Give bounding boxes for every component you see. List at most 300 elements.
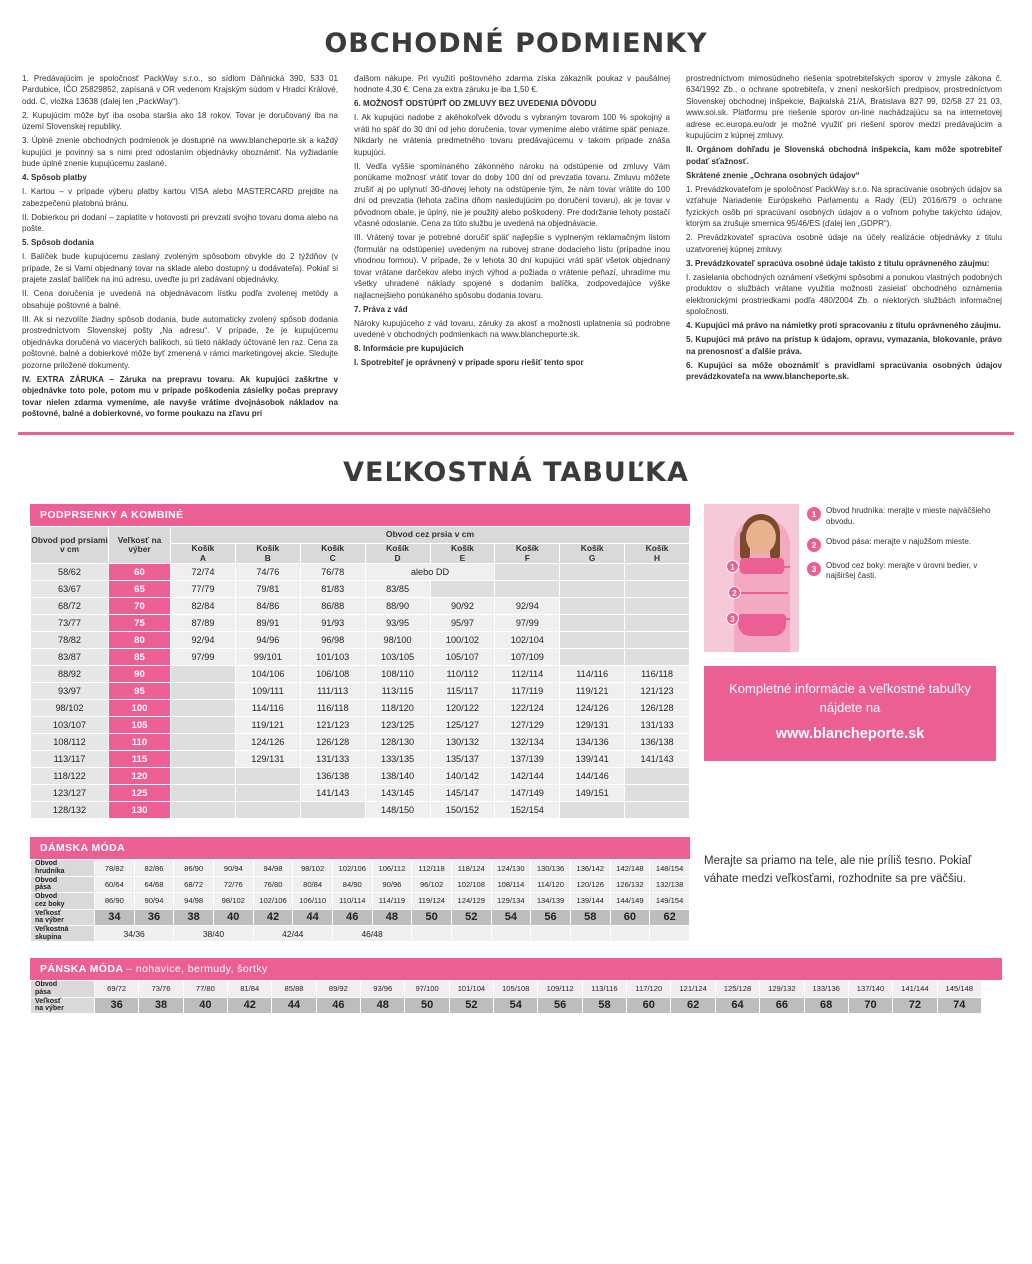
bra-cup-value: 84/86 bbox=[235, 598, 300, 615]
bra-cup-value: 97/99 bbox=[171, 649, 236, 666]
mens-cell: 81/84 bbox=[228, 981, 272, 997]
bra-cup-value: 99/101 bbox=[235, 649, 300, 666]
terms-paragraph: IV. EXTRA ZÁRUKA – Záruka na prepravu tovaru. Ak kupujúci zaškrtne v objednávke toto pole, potom mu v prípade poškodenia zásielky počas prepravy tovar nielen zdarma vymeníme, ale navyše vrátime dvojnásobok nákladov na poštovné, balné a dobierkovné, vo forme poukazu na zľavu pri bbox=[22, 374, 338, 419]
ladies-cell: 129/134 bbox=[491, 893, 531, 909]
ladies-cell: 112/118 bbox=[412, 860, 452, 876]
bra-under-bust: 128/132 bbox=[31, 802, 109, 819]
bra-cup-value bbox=[560, 564, 625, 581]
bra-cup-value: 81/83 bbox=[300, 581, 365, 598]
terms-column-2 bbox=[354, 73, 670, 422]
ladies-cell: 134/139 bbox=[531, 893, 571, 909]
bra-cup-value: 83/85 bbox=[365, 581, 430, 598]
bra-cup-header: Košík C bbox=[300, 544, 365, 564]
ladies-cell: 52 bbox=[451, 909, 491, 925]
ladies-group-cell-empty bbox=[412, 925, 452, 941]
ladies-group-cell-empty bbox=[491, 925, 531, 941]
table-row bbox=[31, 615, 690, 632]
bra-band-size: 85 bbox=[109, 649, 171, 666]
table-row bbox=[31, 666, 690, 683]
ladies-cell: 114/120 bbox=[531, 876, 571, 892]
bra-cup-value: 82/84 bbox=[171, 598, 236, 615]
bra-under-bust: 68/72 bbox=[31, 598, 109, 615]
bra-cup-value: 130/132 bbox=[430, 734, 495, 751]
bra-cup-value: 124/126 bbox=[560, 700, 625, 717]
ladies-cell: 82/86 bbox=[134, 860, 174, 876]
bra-under-bust: 78/82 bbox=[31, 632, 109, 649]
ladies-cell: 44 bbox=[293, 909, 333, 925]
sizes-content bbox=[0, 504, 1032, 1014]
bra-cup-value: 109/111 bbox=[235, 683, 300, 700]
bra-band-size: 125 bbox=[109, 785, 171, 802]
bra-cup-value bbox=[171, 717, 236, 734]
ladies-cell: 72/76 bbox=[213, 876, 253, 892]
bra-cup-value: 114/116 bbox=[560, 666, 625, 683]
legend-text: Obvod cez boky: merajte v úrovni bedier, v najširšej časti. bbox=[826, 560, 978, 581]
bra-cup-value: 117/119 bbox=[495, 683, 560, 700]
ladies-group-cell-empty bbox=[610, 925, 650, 941]
terms-paragraph: I. Ak kupujúci nadobe z akéhokoľvek dôvodu s vybraným tovarom 100 % spokojný a vráti ho späť do 30 dní od jeho doručenia, tovar vymeníme alebo vrátime späť peniaze. Nikdarly ne vrátenia predmetného tovaru predávajúcemu v takom prípade znáša kupujúci. bbox=[354, 113, 670, 157]
bra-cup-header: Košík A bbox=[171, 544, 236, 564]
bra-cup-value: 116/118 bbox=[300, 700, 365, 717]
bra-cup-value: 144/146 bbox=[560, 768, 625, 785]
bra-band-size: 90 bbox=[109, 666, 171, 683]
bra-cup-header: Košík G bbox=[560, 544, 625, 564]
ladies-group-label: Veľkostná skupina bbox=[31, 925, 95, 941]
bra-cup-value: 129/131 bbox=[560, 717, 625, 734]
bra-cup-value bbox=[560, 615, 625, 632]
bra-cup-value bbox=[171, 683, 236, 700]
ladies-cell: 98/102 bbox=[213, 893, 253, 909]
mens-cell: 56 bbox=[538, 997, 582, 1013]
bra-cup-value bbox=[235, 802, 300, 819]
bra-band-size: 120 bbox=[109, 768, 171, 785]
ladies-cell: 50 bbox=[412, 909, 452, 925]
mens-cell: 52 bbox=[449, 997, 493, 1013]
figure-marker-1: 1 bbox=[726, 560, 739, 573]
table-row bbox=[31, 700, 690, 717]
mens-cell: 36 bbox=[95, 997, 139, 1013]
bra-under-bust: 108/112 bbox=[31, 734, 109, 751]
table-row bbox=[31, 649, 690, 666]
bra-cup-value: 126/128 bbox=[300, 734, 365, 751]
mens-cell: 40 bbox=[183, 997, 227, 1013]
terms-paragraph: 5. Spôsob dodania bbox=[22, 238, 94, 248]
bra-band-size: 60 bbox=[109, 564, 171, 581]
terms-paragraph: 1. Predávajúcim je spoločnosť PackWay s.r.o., so sídlom Dáňnická 390, 533 01 Pardubice, IČO 25829852, zapísaná v OR vedenom Krajským súdom v Hradci Králové, odd. C, vložka 13638 (ďalej len „PackWay“). bbox=[22, 74, 338, 106]
bra-cup-value: 140/142 bbox=[430, 768, 495, 785]
bra-cup-value: 107/109 bbox=[495, 649, 560, 666]
ladies-cell: 94/98 bbox=[253, 860, 293, 876]
bra-cup-value: 102/104 bbox=[495, 632, 560, 649]
ladies-cell: 142/148 bbox=[610, 860, 650, 876]
promo-url[interactable]: www.blancheporte.sk bbox=[775, 725, 925, 742]
bra-under-bust: 83/87 bbox=[31, 649, 109, 666]
terms-paragraph: 2. Prevádzkovateľ spracúva osobné údaje na účely realizácie objednávky z titulu uzatvorenej kúpnej zmluvy. bbox=[686, 233, 1002, 254]
ladies-cell: 139/144 bbox=[570, 893, 610, 909]
mens-cell: 48 bbox=[361, 997, 405, 1013]
bra-cup-value: 97/99 bbox=[495, 615, 560, 632]
table-row bbox=[31, 717, 690, 734]
legend-text: Obvod hrudníka: merajte v mieste najväčšieho obvodu. bbox=[826, 506, 991, 526]
mens-cell: 42 bbox=[228, 997, 272, 1013]
mens-cell: 66 bbox=[760, 997, 804, 1013]
ladies-cell: 90/94 bbox=[134, 893, 174, 909]
terms-paragraph: prostredníctvom mimosúdneho riešenia spotrebiteľských sporov v zmysle zákona č. 634/1992 Zb., o ochrane spotrebiteľa, v znení neskorších predpisov, prostredníctvom Slovenskej obchodnej inšpekcie, Bajkalská 21/A, Bratislava 827 99, 02/58 27 21 03, www.soi.sk. Platformu pre riešenie sporov on-line nachádzajúcu sa na internetovej adrese ec.europa.eu/odr je možné využiť pri riešení sporov medzi predávajúcim a kupujúcim z kúpnej zmluvy. bbox=[686, 74, 1002, 141]
mens-cell: 58 bbox=[582, 997, 626, 1013]
ladies-group-cell: 34/36 bbox=[95, 925, 174, 941]
ladies-cell: 114/119 bbox=[372, 893, 412, 909]
ladies-group-cell: 38/40 bbox=[174, 925, 253, 941]
bra-cup-value: 141/143 bbox=[300, 785, 365, 802]
figure-marker-3: 3 bbox=[726, 612, 739, 625]
bra-cup-value bbox=[171, 700, 236, 717]
bra-under-bust: 113/117 bbox=[31, 751, 109, 768]
measure-note: Merajte sa priamo na tele, ale nie príliš tesno. Pokiaľ váhate medzi veľkosťami, rozhodnite sa pre väčšiu. bbox=[704, 855, 972, 885]
bra-cup-value bbox=[171, 785, 236, 802]
figure-head bbox=[746, 520, 776, 554]
ladies-group-cell-empty bbox=[531, 925, 571, 941]
ladies-row-label: Obvod pása bbox=[31, 876, 95, 892]
ladies-cell: 60/64 bbox=[95, 876, 135, 892]
ladies-cell: 58 bbox=[570, 909, 610, 925]
ladies-group-cell-empty bbox=[650, 925, 690, 941]
bra-cup-value: 98/100 bbox=[365, 632, 430, 649]
terms-column-3 bbox=[686, 73, 1002, 422]
legend-number: 1 bbox=[807, 507, 821, 521]
ladies-cell: 34 bbox=[95, 909, 135, 925]
bra-under-bust: 73/77 bbox=[31, 615, 109, 632]
bra-cup-value bbox=[495, 581, 560, 598]
bra-under-bust: 103/107 bbox=[31, 717, 109, 734]
mens-cell: 44 bbox=[272, 997, 316, 1013]
mens-cell: 70 bbox=[848, 997, 892, 1013]
ladies-cell: 106/110 bbox=[293, 893, 333, 909]
terms-paragraph: 4. Kupujúci má právo na námietky proti spracovaniu z titulu oprávneného záujmu. bbox=[686, 321, 1001, 331]
bra-head-row-1 bbox=[31, 527, 690, 544]
ladies-table-body bbox=[31, 860, 690, 942]
promo-box[interactable] bbox=[704, 666, 996, 761]
bra-cup-value: 129/131 bbox=[235, 751, 300, 768]
ladies-row-label: Veľkosť na výber bbox=[31, 909, 95, 925]
bra-cup-value bbox=[625, 802, 690, 819]
table-row bbox=[31, 876, 690, 892]
bra-cup-value: 87/89 bbox=[171, 615, 236, 632]
terms-column-1 bbox=[22, 73, 338, 422]
bra-under-bust: 98/102 bbox=[31, 700, 109, 717]
terms-paragraph: Skrátené znenie „Ochrana osobných údajov“ bbox=[686, 170, 860, 180]
bra-cup-value: 126/128 bbox=[625, 700, 690, 717]
bra-cup-value: 118/120 bbox=[365, 700, 430, 717]
ladies-cell: 94/98 bbox=[174, 893, 214, 909]
bra-cup-value: 127/129 bbox=[495, 717, 560, 734]
ladies-cell: 46 bbox=[332, 909, 372, 925]
bra-cup-value bbox=[235, 768, 300, 785]
sizes-title: VEĽKOSTNÁ TABUĽKA bbox=[343, 457, 689, 489]
bra-cup-value: 131/133 bbox=[625, 717, 690, 734]
terms-paragraph: 7. Práva z vád bbox=[354, 304, 408, 314]
bra-cup-value: 141/143 bbox=[625, 751, 690, 768]
bra-cup-value: 123/125 bbox=[365, 717, 430, 734]
table-row bbox=[31, 785, 690, 802]
mens-cell: 97/100 bbox=[405, 981, 449, 997]
bra-cup-value bbox=[495, 564, 560, 581]
bra-cup-value: 145/147 bbox=[430, 785, 495, 802]
bra-cup-header: Košík F bbox=[495, 544, 560, 564]
bra-cup-value bbox=[560, 598, 625, 615]
bra-cup-value bbox=[300, 802, 365, 819]
mens-cell: 69/72 bbox=[95, 981, 139, 997]
bra-cup-value bbox=[625, 632, 690, 649]
bra-cup-value: 152/154 bbox=[495, 802, 560, 819]
mens-cell: 137/140 bbox=[848, 981, 892, 997]
terms-paragraph: II. Cena doručenia je uvedená na objednávacom lístku podľa zvolenej metódy a obsahuje poštovné a balné. bbox=[22, 289, 338, 310]
bra-cup-header: Košík E bbox=[430, 544, 495, 564]
bra-band-size: 75 bbox=[109, 615, 171, 632]
bra-cup-value: 95/97 bbox=[430, 615, 495, 632]
bra-col2-header: Veľkosť na výber bbox=[109, 527, 171, 564]
bra-under-bust: 88/92 bbox=[31, 666, 109, 683]
bra-band-size: 100 bbox=[109, 700, 171, 717]
bra-cup-value: 77/79 bbox=[171, 581, 236, 598]
ladies-cell: 124/130 bbox=[491, 860, 531, 876]
ladies-cell: 80/84 bbox=[293, 876, 333, 892]
ladies-section bbox=[30, 837, 1002, 942]
ladies-cell: 78/82 bbox=[95, 860, 135, 876]
terms-paragraph: 2. Kupujúcim môže byť iba osoba staršia ako 18 rokov. Tovar je doručovaný iba na území Slovenskej republiky. bbox=[22, 110, 338, 132]
measure-figure-legend bbox=[704, 504, 996, 652]
mens-cell: 72 bbox=[893, 997, 937, 1013]
mens-cell: 109/112 bbox=[538, 981, 582, 997]
bra-cup-value: 148/150 bbox=[365, 802, 430, 819]
bra-col1-header: Obvod pod prsiami v cm bbox=[31, 527, 109, 564]
mens-cell: 38 bbox=[139, 997, 183, 1013]
mens-row-label: Obvod pása bbox=[31, 981, 95, 997]
ladies-cell: 48 bbox=[372, 909, 412, 925]
bra-cup-value bbox=[625, 768, 690, 785]
mens-cell: 117/120 bbox=[627, 981, 671, 997]
promo-text: Kompletné informácie a veľkostné tabuľky nájdete na bbox=[729, 681, 971, 715]
table-row bbox=[31, 598, 690, 615]
mens-header-bold: PÁNSKA MÓDA bbox=[40, 963, 123, 976]
bra-cup-value: 125/127 bbox=[430, 717, 495, 734]
bra-group-header: Obvod cez prsia v cm bbox=[171, 527, 690, 544]
bra-band-size: 70 bbox=[109, 598, 171, 615]
bra-cup-value: 86/88 bbox=[300, 598, 365, 615]
terms-paragraph: III. Ak si nezvolíte žiadny spôsob dodania, bude automaticky zvolený spôsob dodania prostredníctvom Slovenskej pošty „Na adresu“. V prípade, že je kupujúcemu objednávka doručená vo viacerých balíkoch, sú tieto náklady účtované len raz. Cena za poštovné, balné a dobierkové môže byť zmenená v rámci marketingovej akcie. Sledujte pozorne priložené dokumenty. bbox=[22, 314, 338, 370]
bra-cup-value: 143/145 bbox=[365, 785, 430, 802]
bra-size-table bbox=[30, 526, 690, 819]
ladies-cell: 62 bbox=[650, 909, 690, 925]
ladies-cell: 132/138 bbox=[650, 876, 690, 892]
bra-cup-header: Košík H bbox=[625, 544, 690, 564]
table-row bbox=[31, 860, 690, 876]
bra-band-size: 130 bbox=[109, 802, 171, 819]
bra-cup-value bbox=[560, 649, 625, 666]
terms-paragraph: I. Balíček bude kupujúcemu zaslaný zvoleným spôsobom obvykle do 2 týždňov (v prípade, že si Vami objednaný tovar na sklade alebo dostupný u dodávateľa). Pokiaľ si prajete zaslať balíček na inú adresu, uveďte ju pri zadávaní objednávky. bbox=[22, 252, 338, 285]
ladies-cell: 84/90 bbox=[332, 876, 372, 892]
ladies-cell: 96/102 bbox=[412, 876, 452, 892]
mens-cell: 93/96 bbox=[361, 981, 405, 997]
mens-cell: 105/108 bbox=[494, 981, 538, 997]
ladies-cell: 102/106 bbox=[332, 860, 372, 876]
mens-size-table bbox=[30, 980, 982, 1014]
figure-marker-2: 2 bbox=[728, 586, 741, 599]
ladies-cell: 64/68 bbox=[134, 876, 174, 892]
terms-paragraph: Nároky kupujúceho z vád tovaru, záruky za akosť a možnosti uplatnenia sú podrobne uvedené v obchodných podmienkach na www.blancheporte.sk. bbox=[354, 318, 670, 340]
table-row bbox=[31, 632, 690, 649]
ladies-cell: 98/102 bbox=[293, 860, 333, 876]
bra-cup-value: 150/152 bbox=[430, 802, 495, 819]
ladies-cell: 124/129 bbox=[451, 893, 491, 909]
bra-cup-value: 147/149 bbox=[495, 785, 560, 802]
bra-cup-value: alebo DD bbox=[365, 564, 495, 581]
bra-cup-value bbox=[625, 649, 690, 666]
ladies-cell: 136/142 bbox=[570, 860, 610, 876]
bra-cup-value: 104/106 bbox=[235, 666, 300, 683]
ladies-cell: 86/90 bbox=[174, 860, 214, 876]
ladies-cell: 90/94 bbox=[213, 860, 253, 876]
table-row bbox=[31, 981, 982, 997]
terms-paragraph: 6. Kupujúci sa môže oboznámiť s pravidlami spracúvania osobných údajov prevádzkovateľa na www.blancheporte.sk. bbox=[686, 360, 1002, 382]
ladies-cell: 149/154 bbox=[650, 893, 690, 909]
ladies-group-cell-empty bbox=[451, 925, 491, 941]
bra-under-bust: 63/67 bbox=[31, 581, 109, 598]
mens-cell: 68 bbox=[804, 997, 848, 1013]
legend-text: Obvod pása: merajte v najužšom mieste. bbox=[826, 536, 971, 546]
ladies-group-cell-empty bbox=[570, 925, 610, 941]
ladies-cell: 120/126 bbox=[570, 876, 610, 892]
table-row bbox=[31, 564, 690, 581]
bra-cup-value bbox=[171, 802, 236, 819]
terms-paragraph: I. Spotrebiteľ je oprávnený v prípade sporu riešiť tento spor bbox=[354, 358, 584, 368]
bra-under-bust: 93/97 bbox=[31, 683, 109, 700]
bra-cup-value bbox=[171, 751, 236, 768]
legend-item bbox=[807, 561, 996, 583]
bra-under-bust: 118/122 bbox=[31, 768, 109, 785]
terms-paragraph: II. Orgánom dohľadu je Slovenská obchodná inšpekcia, kam môže spotrebiteľ podať sťažnosť. bbox=[686, 145, 1002, 166]
table-row bbox=[31, 925, 690, 941]
ladies-group-cell: 42/44 bbox=[253, 925, 332, 941]
bra-cup-value: 138/140 bbox=[365, 768, 430, 785]
bra-cup-value: 112/114 bbox=[495, 666, 560, 683]
mens-cell: 121/124 bbox=[671, 981, 715, 997]
bra-under-bust: 123/127 bbox=[31, 785, 109, 802]
table-row bbox=[31, 683, 690, 700]
mens-cell: 125/128 bbox=[715, 981, 759, 997]
ladies-cell: 110/114 bbox=[332, 893, 372, 909]
terms-paragraph: III. Vrátený tovar je potrebné doručiť späť najlepšie s vyplneným reklamačným listom (formulár na odstúpenie) uvedeným na rubovej strane dodacieho listu (prípadne inou vhodnou formou). V prípade, že v lehota 30 dní kupujúci vráti späť všetok objednaný tovar vrátane darčekov alebo iných výhod a požiada o vrátenie peňazí, uhradíme mu všetky uhradené náklady spojené s dodaním balíčka, zodpovedajúce výške najlacnejšieho ponúkaného spôsobu dodania tovaru. bbox=[354, 233, 670, 300]
bra-section bbox=[30, 504, 1002, 819]
bra-cup-value: 92/94 bbox=[495, 598, 560, 615]
bra-band-size: 65 bbox=[109, 581, 171, 598]
legend-number: 3 bbox=[807, 562, 821, 576]
bra-cup-value bbox=[560, 802, 625, 819]
mens-cell: 85/88 bbox=[272, 981, 316, 997]
bra-cup-value: 134/136 bbox=[560, 734, 625, 751]
bra-cup-value: 116/118 bbox=[625, 666, 690, 683]
mens-cell: 145/148 bbox=[937, 981, 981, 997]
waist-measure-line bbox=[734, 592, 788, 594]
table-row bbox=[31, 997, 982, 1013]
mens-cell: 50 bbox=[405, 997, 449, 1013]
bra-cup-value bbox=[560, 581, 625, 598]
mens-header-sub: – nohavice, bermudy, šortky bbox=[126, 963, 268, 976]
bra-side-panel bbox=[704, 504, 996, 819]
ladies-cell: 68/72 bbox=[174, 876, 214, 892]
bra-cup-value: 137/139 bbox=[495, 751, 560, 768]
terms-paragraph: II. Vedľa vyššie spomínaného zákonného nároku na odstúpenie od zmluvy Vám ponúkame možnosť vrátiť tovar do doby 100 dní od prevzatia tovaru. Zmluvu môžete zrušiť aj po uplynutí 30-dňovej lehoty na odstúpenie tým, že nám tovar vrátite do 100 dní od prevzatia (lehota začína dňom nasledujúcim po doručení tovaru), ak je tovar v pôvodnom obale, je úplný, nie je použitý alebo poškodený. Pre dodržanie lehoty postačí včasné odoslanie. Cena za túto službu je uvedená na objednávacie. bbox=[354, 161, 670, 229]
bra-cup-value: 92/94 bbox=[171, 632, 236, 649]
terms-paragraph: ďalšom nákupe. Pri využití poštovného zdarma získa zákazník poukaz v paušálnej hodnote 4,30 €. Cena za extra záruku je iba 1,50 €. bbox=[354, 74, 670, 95]
ladies-cell: 90/96 bbox=[372, 876, 412, 892]
bra-cup-value: 91/93 bbox=[300, 615, 365, 632]
bra-cup-value bbox=[625, 598, 690, 615]
mens-cell: 113/116 bbox=[582, 981, 626, 997]
bra-cup-value: 76/78 bbox=[300, 564, 365, 581]
ladies-row-label: Obvod cez boky bbox=[31, 893, 95, 909]
bra-cup-value: 93/95 bbox=[365, 615, 430, 632]
mens-cell: 77/80 bbox=[183, 981, 227, 997]
bra-cup-value: 121/123 bbox=[625, 683, 690, 700]
bra-cup-value: 120/122 bbox=[430, 700, 495, 717]
ladies-row-label: Obvod hrudníka bbox=[31, 860, 95, 876]
ladies-cell: 102/106 bbox=[253, 893, 293, 909]
bra-cup-value: 108/110 bbox=[365, 666, 430, 683]
mens-cell: 89/92 bbox=[316, 981, 360, 997]
bra-cup-value: 90/92 bbox=[430, 598, 495, 615]
ladies-cell: 86/90 bbox=[95, 893, 135, 909]
bra-cup-value: 100/102 bbox=[430, 632, 495, 649]
ladies-group-cell: 46/48 bbox=[332, 925, 411, 941]
bra-cup-value: 136/138 bbox=[300, 768, 365, 785]
bra-table-head bbox=[31, 527, 690, 564]
terms-paragraph: II. Dobierkou pri dodaní – zaplatíte v hotovosti pri prevzatí svojho tovaru doma alebo na pošte. bbox=[22, 212, 338, 234]
mens-cell: 101/104 bbox=[449, 981, 493, 997]
mens-cell: 133/136 bbox=[804, 981, 848, 997]
ladies-cell: 108/114 bbox=[491, 876, 531, 892]
bra-cup-value: 106/108 bbox=[300, 666, 365, 683]
bra-cup-value: 135/137 bbox=[430, 751, 495, 768]
bra-cup-value: 131/133 bbox=[300, 751, 365, 768]
mens-cell: 129/132 bbox=[760, 981, 804, 997]
mens-block-header bbox=[30, 958, 1002, 980]
bra-under-bust: 58/62 bbox=[31, 564, 109, 581]
bra-cup-value: 96/98 bbox=[300, 632, 365, 649]
bra-cup-value bbox=[235, 785, 300, 802]
terms-paragraph: 3. Prevádzkovateľ spracúva osobné údaje takisto z titulu oprávneného záujmu: bbox=[686, 258, 990, 268]
terms-paragraph: 8. Informácie pre kupujúcich bbox=[354, 344, 464, 354]
legend-item bbox=[807, 506, 996, 528]
bra-band-size: 110 bbox=[109, 734, 171, 751]
bra-cup-value: 119/121 bbox=[235, 717, 300, 734]
terms-columns bbox=[0, 73, 1032, 422]
mens-cell: 54 bbox=[494, 997, 538, 1013]
terms-paragraph: I. zasielania obchodných oznámení všetkými spôsobmi a ponukou vlastných podobných produktov o službách vrátane využitia možnosti zasielať obchodného oznámenia elektronickými prostriedkami podľa 480/2004 Zb. o niektorých službách informačnej spoločnosti. bbox=[686, 272, 1002, 317]
bra-cup-value bbox=[171, 734, 236, 751]
bra-cup-value: 142/144 bbox=[495, 768, 560, 785]
measure-legend bbox=[807, 504, 996, 652]
bra-cup-value: 139/141 bbox=[560, 751, 625, 768]
mens-cell: 64 bbox=[715, 997, 759, 1013]
mens-cell: 141/144 bbox=[893, 981, 937, 997]
hip-measure-line bbox=[732, 618, 790, 620]
mens-table-body bbox=[31, 981, 982, 1014]
bra-band-size: 115 bbox=[109, 751, 171, 768]
legend-item bbox=[807, 537, 996, 552]
ladies-cell: 144/149 bbox=[610, 893, 650, 909]
bra-cup-value: 113/115 bbox=[365, 683, 430, 700]
bra-cup-value: 72/74 bbox=[171, 564, 236, 581]
